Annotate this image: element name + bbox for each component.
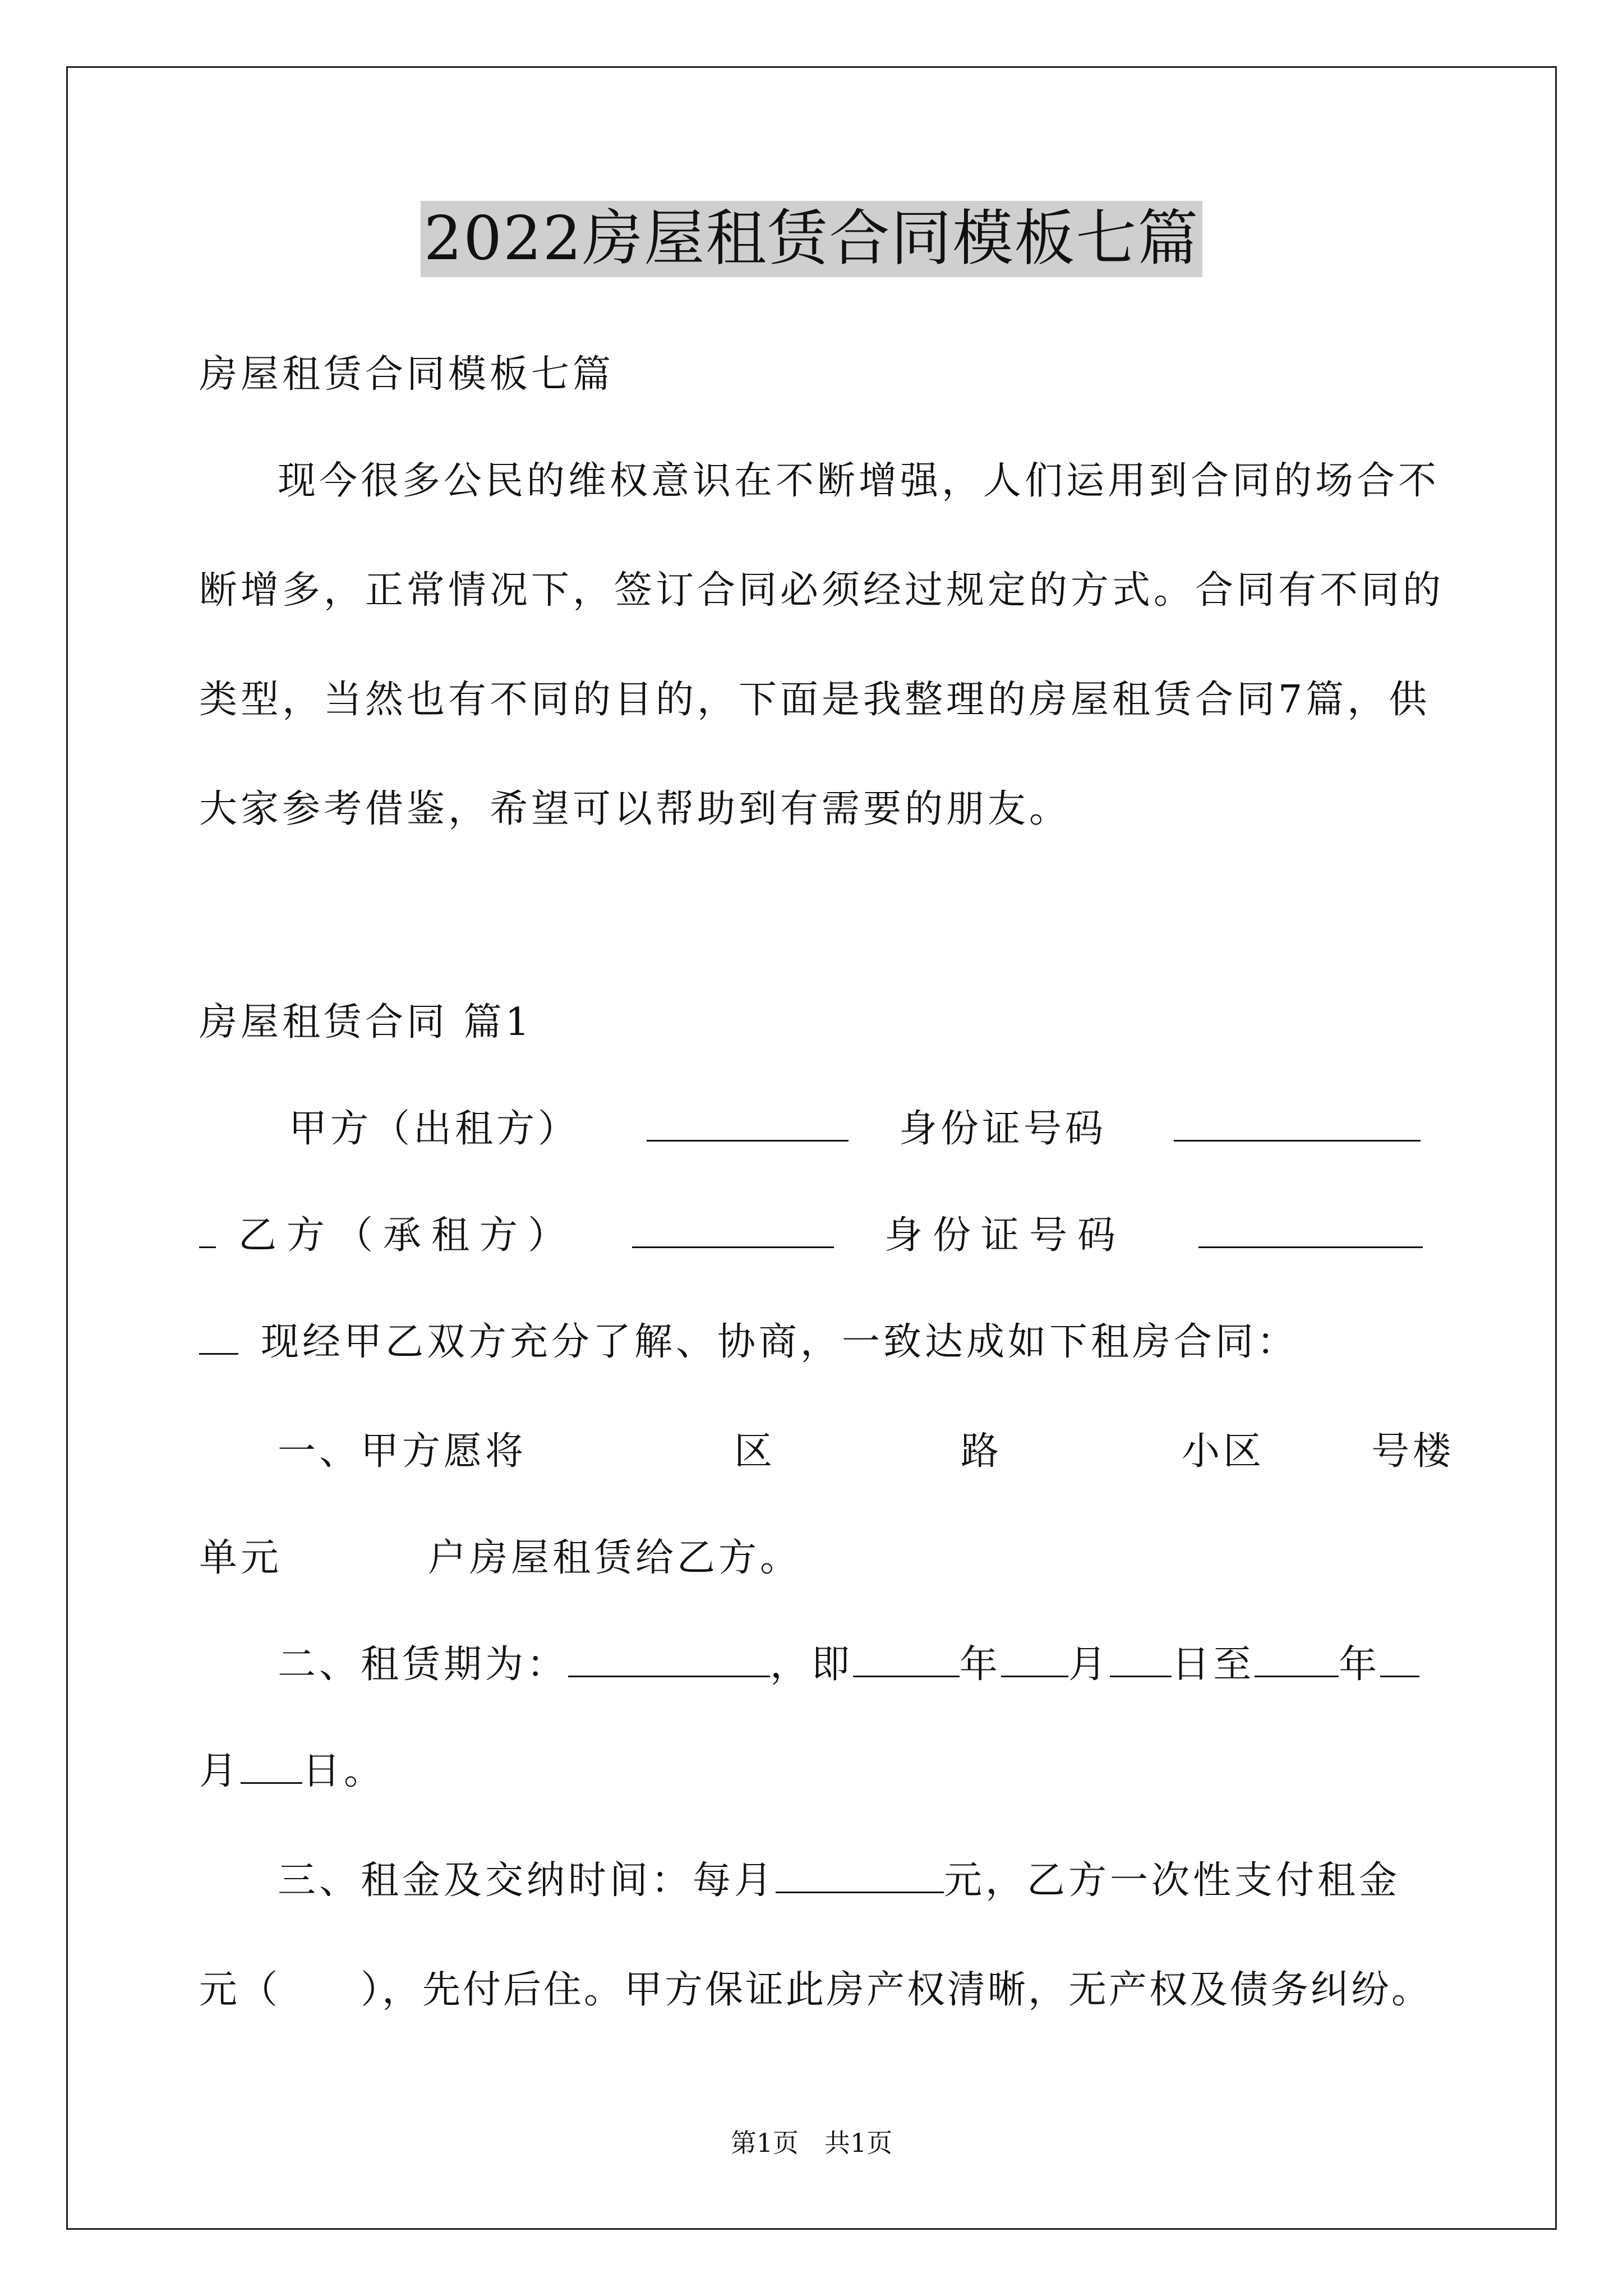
id-number-label-1: 身份证号码 (899, 1107, 1107, 1151)
clause-3-prefix: 三、租金及交纳时间：每月 (278, 1858, 776, 1903)
start-day-blank (1110, 1642, 1172, 1677)
clause-1-community: 小区 (1182, 1429, 1265, 1474)
clause-2-ji: ，即 (770, 1642, 854, 1687)
party-a-id-blank (1174, 1106, 1421, 1142)
party-a-line (199, 1102, 1428, 1156)
intro-line-2: 断增多，正常情况下，签订合同必须经过规定的方式。合同有不同的 (199, 568, 1445, 613)
intro-line-1: 现今很多公民的维权意识在不断增强，人们运用到合同的场合不 (278, 459, 1440, 503)
title-container (0, 201, 1623, 277)
clause-1-unit: 单元 (199, 1536, 283, 1580)
clause-1-road: 路 (961, 1429, 1003, 1474)
agreement-text: 现经甲乙双方充分了解、协商，一致达成如下租房合同： (261, 1320, 1299, 1364)
end-year-blank (1255, 1642, 1339, 1677)
clause-2-month-1: 月 (1068, 1642, 1110, 1687)
clause-2-day-end: 日。 (302, 1749, 386, 1793)
intro-line-3: 类型，当然也有不同的目的，下面是我整理的房屋租赁合同7篇，供 (199, 678, 1431, 722)
party-a-id-blank-continued (199, 1213, 216, 1248)
clause-3-line-2: 元（ ），先付后住。甲方保证此房产权清晰，无产权及债务纠纷。 (199, 1968, 1432, 2012)
clause-3-tail: 元，乙方一次性支付租金 (944, 1858, 1401, 1903)
section-heading: 房屋租赁合同 篇1 (199, 1000, 533, 1045)
clause-3-line-1 (199, 1854, 1428, 1908)
clause-2-line-2 (199, 1745, 1428, 1798)
clause-1-prefix: 一、甲方愿将 (278, 1429, 527, 1474)
subtitle: 房屋租赁合同模板七篇 (199, 352, 615, 397)
party-b-id-blank-continued (199, 1319, 238, 1355)
clause-1-district: 区 (734, 1429, 776, 1474)
clause-1-tail: 户房屋租赁给乙方。 (428, 1536, 802, 1580)
document-title: 2022房屋租赁合同模板七篇 (421, 201, 1203, 277)
start-year-blank (853, 1642, 960, 1677)
party-a-name-blank (647, 1106, 849, 1142)
clause-2-month-2: 月 (199, 1749, 241, 1793)
start-month-blank (1001, 1642, 1068, 1677)
monthly-rent-blank (776, 1858, 944, 1893)
clause-2-year-2: 年 (1339, 1642, 1381, 1687)
page-footer: 第1页 共1页 (730, 2128, 893, 2158)
clause-1-building: 号楼 (1371, 1429, 1455, 1474)
clause-2-year-1: 年 (960, 1642, 1002, 1687)
end-month-blank (1380, 1642, 1419, 1677)
party-b-name-blank (632, 1213, 834, 1248)
end-day-blank (241, 1749, 302, 1784)
party-b-id-blank (1198, 1213, 1423, 1248)
agreement-line (199, 1315, 1428, 1369)
intro-line-4: 大家参考借鉴，希望可以帮助到有需要的朋友。 (199, 787, 1071, 831)
clause-2-day-to: 日至 (1172, 1642, 1255, 1687)
clause-2-prefix: 二、租赁期为： (278, 1642, 569, 1687)
party-b-label: 乙方（承租方） (238, 1213, 577, 1258)
party-a-label: 甲方（出租方） (289, 1107, 580, 1151)
clause-2-line-1 (199, 1638, 1428, 1692)
lease-period-blank (568, 1642, 770, 1677)
id-number-label-2: 身份证号码 (884, 1213, 1126, 1258)
clause-1-line-1 (199, 1425, 1455, 1479)
clause-1-line-2 (199, 1531, 1428, 1585)
party-b-line (199, 1209, 1428, 1263)
